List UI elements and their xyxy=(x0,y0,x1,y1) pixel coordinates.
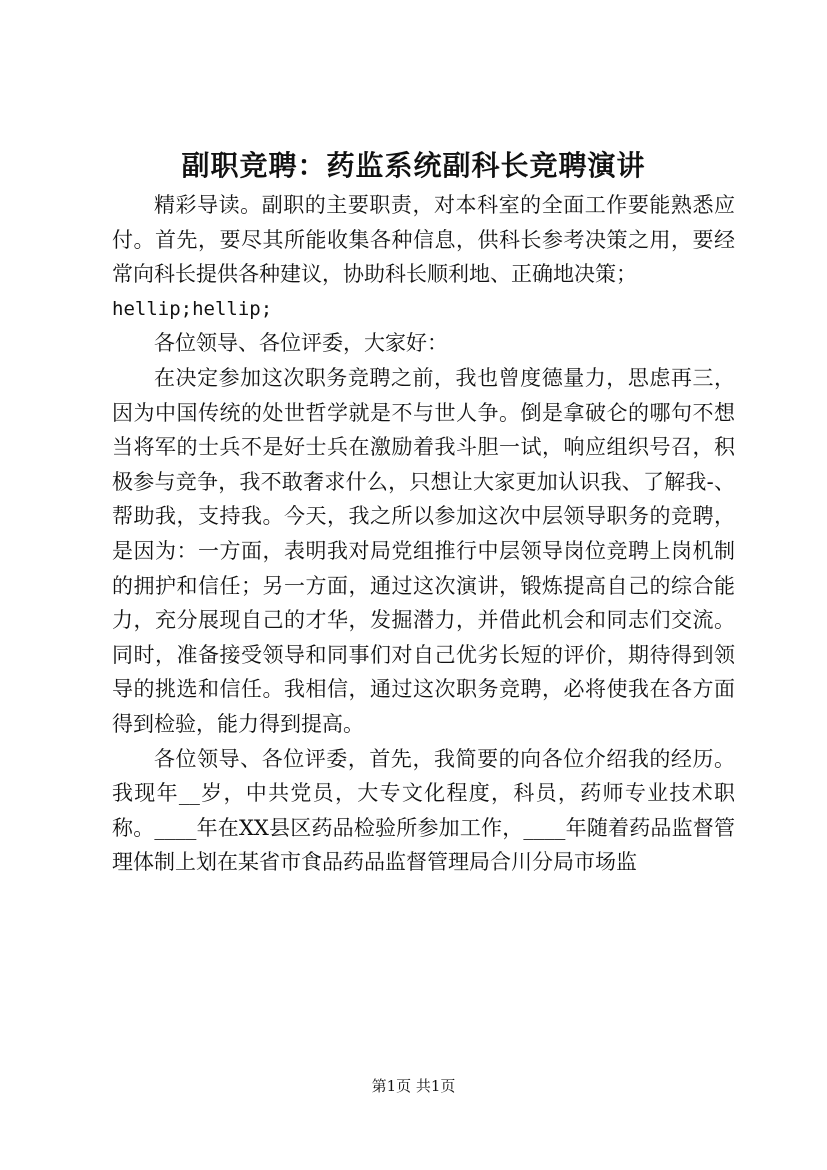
paragraph-motivation: 在决定参加这次职务竞聘之前，我也曾度德量力，思虑再三，因为中国传统的处世哲学就是不与世人争。倒是拿破仑的哪句不想当将军的士兵不是好士兵在激励着我斗胆一试，响应组织号召，积极参与竞争，我不敢奢求什么，只想让大家更加认识我、了解我-、帮助我，支持我。今天，我之所以参加这次中层领导职务的竞聘，是因为：一方面，表明我对局党组推行中层领导岗位竞聘上岗机制的拥护和信任；另一方面，通过这次演讲，锻炼提高自己的综合能力，充分展现自己的才华，发掘潜力，并借此机会和同志们交流。同时，准备接受领导和同事们对自己优劣长短的评价，期待得到领导的挑选和信任。我相信，通过这次职务竞聘，必将使我在各方面得到检验，能力得到提高。 xyxy=(112,365,735,736)
page-footer: 第1页 共1页 xyxy=(371,1077,456,1095)
document-body xyxy=(112,188,735,880)
paragraph-ellipsis: hellip;hellip; xyxy=(112,297,273,320)
paragraph-background: 各位领导、各位评委，首先，我简要的向各位介绍我的经历。我现年__岁，中共党员，大专文化程度，科员，药师专业技术职称。____年在XX县区药品检验所参加工作，____年随着药品监督管理体制上划在某省市食品药品监督管理局合川分局市场监 xyxy=(112,746,735,875)
paragraph-greeting: 各位领导、各位评委，大家好： xyxy=(154,331,448,356)
document-title: 副职竞聘：药监系统副科长竞聘演讲 xyxy=(181,149,646,182)
paragraph-intro: 精彩导读。副职的主要职责，对本科室的全面工作要能熟悉应付。首先，要尽其所能收集各种信息，供科长参考决策之用，要经常向科长提供各种建议，协助科长顺利地、正确地决策； xyxy=(112,193,735,287)
